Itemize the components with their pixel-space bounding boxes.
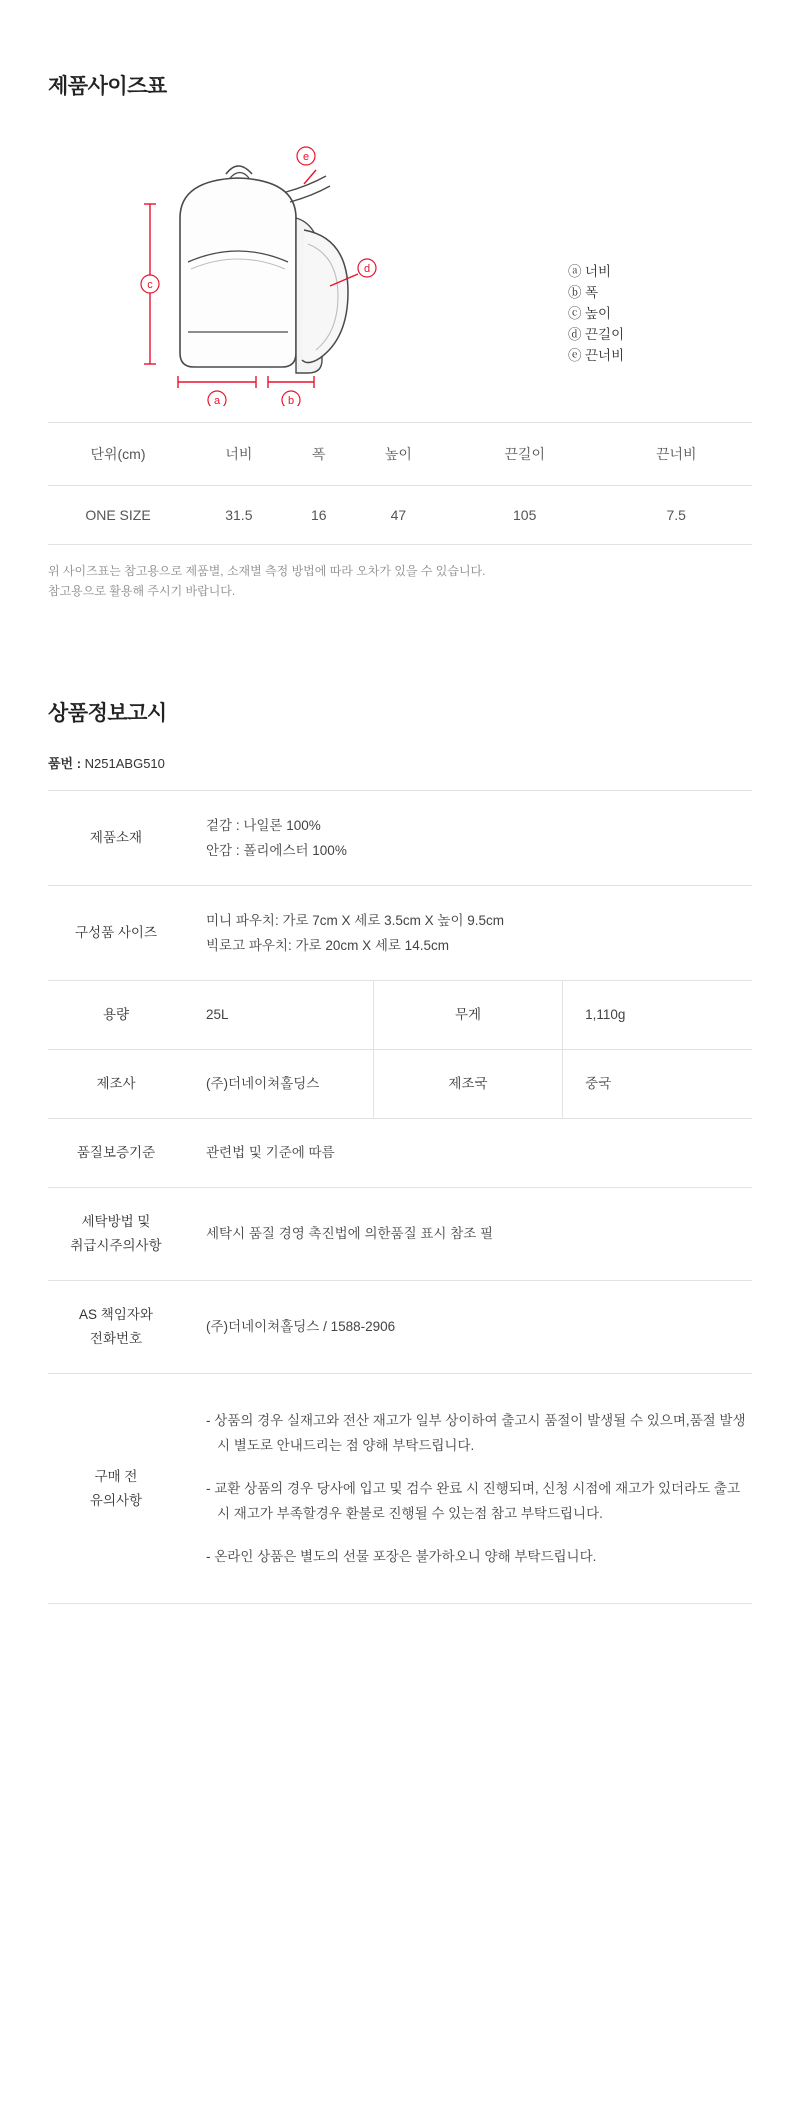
size-cell-width: 31.5 <box>188 486 290 545</box>
legend-label-a: 너비 <box>585 264 612 279</box>
info-label-maker: 제조사 <box>48 1050 184 1119</box>
legend-label-d: 끈길이 <box>585 327 625 342</box>
size-header-strap-length: 끈길이 <box>449 423 601 486</box>
legend-item-d <box>568 324 624 345</box>
parts-line1: 미니 파우치: 가로 7cm X 세로 3.5cm X 높이 9.5cm <box>206 913 504 928</box>
info-value-weight: 1,110g <box>563 981 752 1050</box>
wash-label-line1: 세탁방법 및 <box>81 1214 151 1229</box>
legend-label-c: 높이 <box>585 306 612 321</box>
size-note <box>48 561 752 601</box>
as-label-line2: 전화번호 <box>89 1331 143 1346</box>
legend-mark-c: ⓒ <box>568 306 582 321</box>
notice-label-line1: 구매 전 <box>94 1468 138 1484</box>
size-header-width: 너비 <box>188 423 290 486</box>
diagram-legend <box>568 261 624 366</box>
product-info-title: 상품정보고시 <box>48 702 167 725</box>
size-chart-section <box>0 0 800 601</box>
legend-item-e <box>568 345 624 366</box>
notice-bullet-2: - 교환 상품의 경우 당사에 입고 및 검수 완료 시 진행되며, 신청 시점에 재고가 있더라도 출고 시 재고가 부족할경우 환불로 진행될 수 있는점 참고 부탁드립니다. <box>206 1481 740 1521</box>
product-code <box>48 753 752 772</box>
material-line2: 안감 : 폴리에스터 100% <box>206 843 347 858</box>
size-table <box>48 422 752 545</box>
info-label-as <box>48 1281 184 1374</box>
legend-mark-b: ⓑ <box>568 285 582 300</box>
info-value-wash: 세탁시 품질 경영 촉진법에 의한품질 표시 참조 필 <box>184 1188 752 1281</box>
info-label-weight: 무게 <box>373 981 562 1050</box>
table-row <box>48 486 752 545</box>
info-label-parts: 구성품 사이즈 <box>48 886 184 981</box>
info-value-maker: (주)더네이쳐홀딩스 <box>184 1050 373 1119</box>
legend-label-e: 끈너비 <box>585 348 625 363</box>
size-cell-height: 47 <box>348 486 449 545</box>
notice-bullet-3: - 온라인 상품은 별도의 선물 포장은 불가하오니 양해 부탁드립니다. <box>206 1549 597 1564</box>
table-row <box>48 1281 752 1374</box>
size-cell-name: ONE SIZE <box>48 486 188 545</box>
info-value-quality: 관련법 및 기준에 따름 <box>184 1119 752 1188</box>
product-code-value: N251ABG510 <box>84 756 165 771</box>
legend-mark-d: ⓓ <box>568 327 582 342</box>
table-row <box>48 1374 752 1604</box>
legend-label-b: 폭 <box>585 285 599 300</box>
info-value-material <box>184 791 752 886</box>
info-label-material: 제품소재 <box>48 791 184 886</box>
parts-line2: 빅로고 파우치: 가로 20cm X 세로 14.5cm <box>206 938 449 953</box>
info-label-notice <box>48 1374 184 1604</box>
size-table-header-row <box>48 423 752 486</box>
table-row <box>48 1188 752 1281</box>
table-row <box>48 1050 752 1119</box>
product-info-section <box>0 601 800 1664</box>
size-header-unit: 단위(cm) <box>48 423 188 486</box>
size-cell-depth: 16 <box>290 486 348 545</box>
info-value-notice <box>184 1374 752 1604</box>
legend-item-a <box>568 261 624 282</box>
material-line1: 겉감 : 나일론 100% <box>206 818 321 833</box>
svg-text:d: d <box>363 263 371 275</box>
product-code-label: 품번 : <box>48 756 85 771</box>
table-row <box>48 981 752 1050</box>
size-cell-strap-length: 105 <box>449 486 601 545</box>
table-row <box>48 791 752 886</box>
legend-item-b <box>568 282 624 303</box>
size-note-line2: 참고용으로 활용해 주시기 바랍니다. <box>48 584 236 598</box>
size-chart-title: 제품사이즈표 <box>48 75 167 98</box>
info-value-as: (주)더네이쳐홀딩스 / 1588-2906 <box>184 1281 752 1374</box>
info-label-quality: 품질보증기준 <box>48 1119 184 1188</box>
size-cell-strap-width: 7.5 <box>600 486 752 545</box>
legend-mark-a: ⓐ <box>568 264 582 279</box>
size-header-height: 높이 <box>348 423 449 486</box>
svg-text:b: b <box>287 395 295 406</box>
legend-mark-e: ⓔ <box>568 348 582 363</box>
table-row <box>48 1119 752 1188</box>
wash-label-line2: 취급시주의사항 <box>70 1238 162 1253</box>
info-label-wash <box>48 1188 184 1281</box>
svg-text:c: c <box>147 279 153 291</box>
info-value-parts <box>184 886 752 981</box>
table-row <box>48 886 752 981</box>
size-header-strap-width: 끈너비 <box>600 423 752 486</box>
info-label-origin: 제조국 <box>373 1050 562 1119</box>
product-info-table <box>48 790 752 1604</box>
size-header-depth: 폭 <box>290 423 348 486</box>
backpack-diagram <box>48 126 752 416</box>
svg-text:a: a <box>213 395 221 406</box>
backpack-illustration-svg <box>108 126 548 406</box>
svg-text:e: e <box>302 151 310 163</box>
as-label-line1: AS 책임자와 <box>79 1307 153 1322</box>
notice-label-line2: 유의사항 <box>89 1492 143 1508</box>
info-value-origin: 중국 <box>563 1050 752 1119</box>
info-label-capacity: 용량 <box>48 981 184 1050</box>
info-value-capacity: 25L <box>184 981 373 1050</box>
notice-bullet-1: - 상품의 경우 실재고와 전산 재고가 일부 상이하여 출고시 품절이 발생될 수 있으며,품절 발생 시 별도로 안내드리는 점 양해 부탁드립니다. <box>206 1413 746 1453</box>
size-note-line1: 위 사이즈표는 참고용으로 제품별, 소재별 측정 방법에 따라 오차가 있을 수 있습니다. <box>48 564 486 578</box>
legend-item-c <box>568 303 624 324</box>
